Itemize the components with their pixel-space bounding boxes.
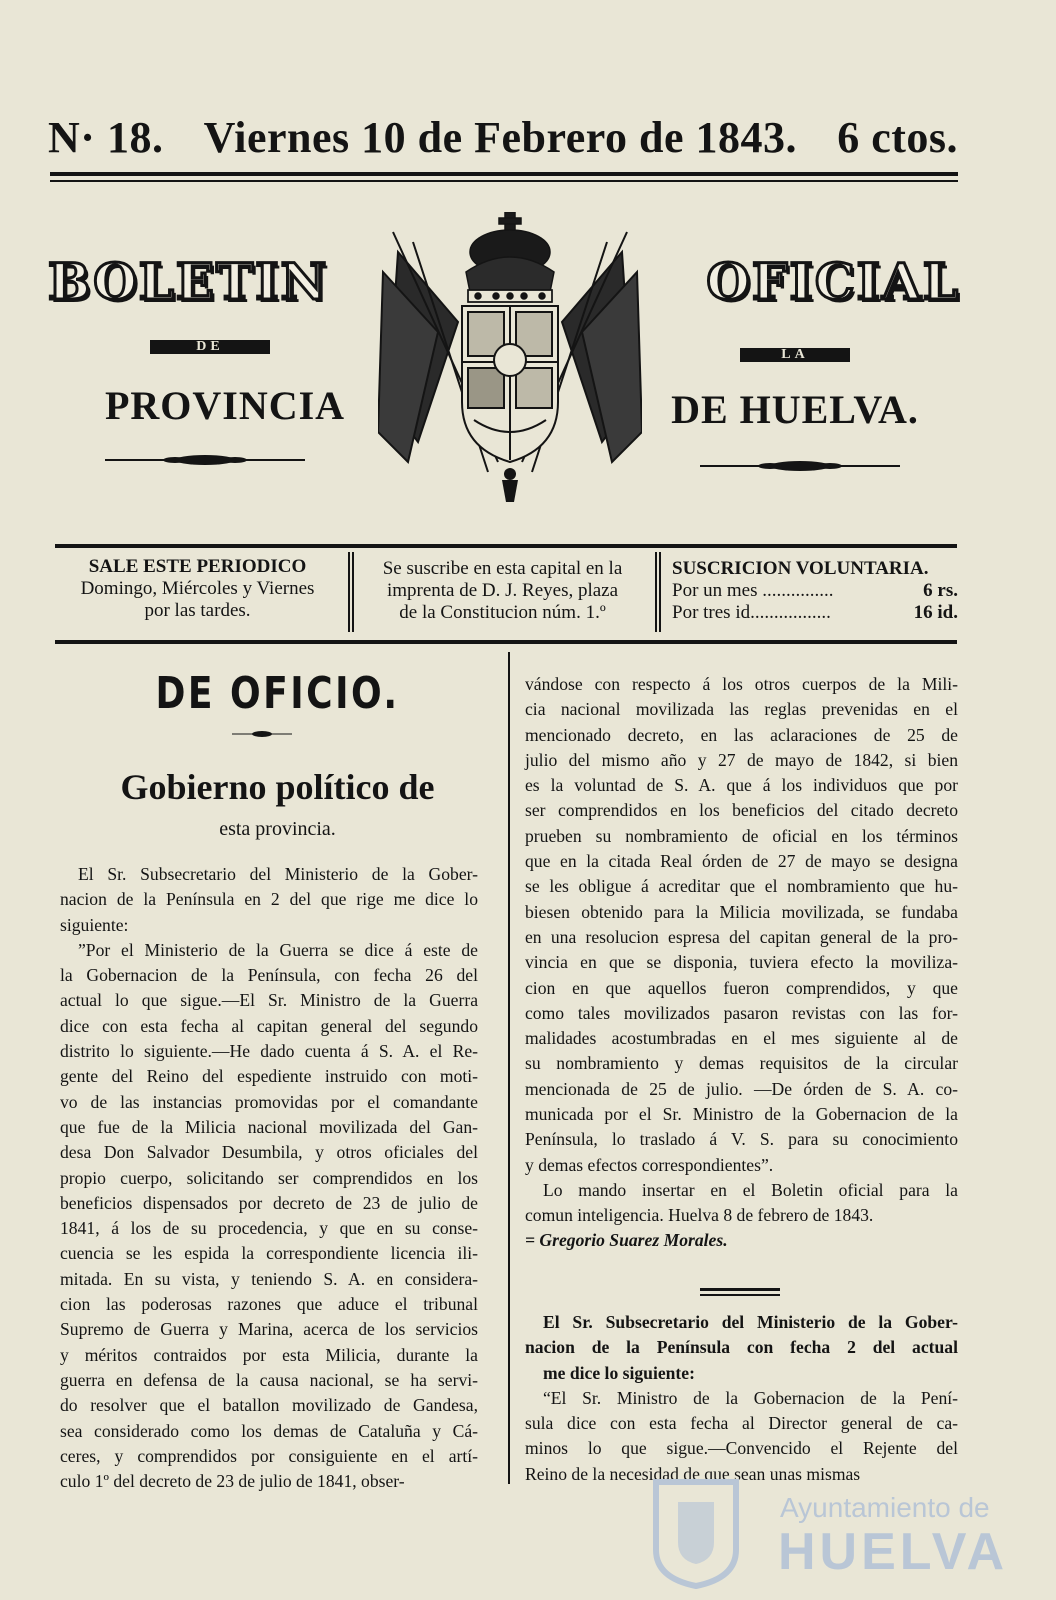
text-line: dice con esta fecha al capitan general del segundo xyxy=(60,1015,478,1036)
text-line: mitada. En su vista, y teniendo S. A. en considera- xyxy=(60,1268,478,1289)
text-line: y méritos contraidos por esta Milicia, durante la xyxy=(60,1344,478,1365)
info-rate-value: 6 rs. xyxy=(923,580,958,601)
info-rate-row-month xyxy=(672,580,958,602)
masthead-right-word: OFICIAL xyxy=(706,252,960,311)
right-column-text xyxy=(525,672,958,1229)
text-line: beneficios dispensados por decreto de 23 de julio de xyxy=(60,1192,478,1213)
ornament-right-icon xyxy=(700,458,900,474)
issue-date: Viernes 10 de Febrero de 1843. xyxy=(203,112,798,162)
ornament-left-icon xyxy=(105,452,305,468)
info-divider-2b xyxy=(659,552,661,632)
header-rule-thin xyxy=(50,180,958,182)
text-line: vincia en que se disponia, tuviera efecto la moviliza- xyxy=(525,952,958,973)
text-line: 1841, á los de su procedencia, y que en su conse- xyxy=(60,1218,478,1239)
text-line: nacion de la Península con fecha 2 del actual xyxy=(525,1337,958,1358)
info-voluntary-title: SUSCRICION VOLUNTARIA. xyxy=(672,558,929,579)
text-line: culo 1º del decreto de 23 de julio de 1841, obser- xyxy=(60,1471,405,1492)
text-line: El Sr. Subsecretario del Ministerio de la Gober- xyxy=(78,864,478,884)
text-line: ceres, y comprendidos por consiguiente en el artí- xyxy=(60,1445,478,1466)
text-line: se les obligue á acreditar que el nombramiento que hu- xyxy=(525,876,958,897)
royal-coat-of-arms-icon xyxy=(378,212,642,504)
text-line: mencionada de 25 de julio. —De órden de S. A. co- xyxy=(525,1078,958,1099)
text-line: do resolver que el batallon movilizado de Gandesa, xyxy=(60,1395,478,1416)
text-line: mencionado decreto, en las aclaraciones de 25 de xyxy=(525,724,958,745)
signature xyxy=(525,1228,958,1253)
text-line: vándose con respecto á los otros cuerpos de la Mili- xyxy=(525,674,958,694)
left-column-text xyxy=(60,862,478,1494)
text-line: cia nacional movilizada las reglas prevenidas en el xyxy=(525,699,958,720)
signature-text: = Gregorio Suarez Morales. xyxy=(525,1230,728,1250)
masthead-small-left: DE xyxy=(150,340,270,354)
info-publication-time: por las tardes. xyxy=(144,600,251,621)
issue-header xyxy=(48,112,958,162)
masthead-provincia: PROVINCIA xyxy=(104,383,346,428)
info-place-line3: de la Constitucion núm. 1.º xyxy=(399,602,606,623)
info-place-line2: imprenta de D. J. Reyes, plaza xyxy=(386,580,619,601)
text-line: como tales movilizados pasaron revistas con las for- xyxy=(525,1002,958,1023)
text-line: guerra en defensa de la causa nacional, se ha servi- xyxy=(60,1369,478,1390)
info-rate-row-three xyxy=(672,602,958,624)
info-subscription-place xyxy=(360,558,645,624)
text-line: y demas efectos correspondientes”. xyxy=(525,1154,774,1175)
text-line: Supremo de Guerra y Marina, acerca de los servicios xyxy=(60,1319,478,1340)
info-publication-days: Domingo, Miércoles y Viernes xyxy=(80,578,315,599)
text-line: malidades acostumbradas en el mes siguiente al de xyxy=(525,1028,958,1049)
info-rate-label: Por tres id................. xyxy=(672,602,831,623)
issue-number: N· 18. xyxy=(48,112,164,162)
info-divider-1 xyxy=(348,552,350,632)
text-line: julio del mismo año y 27 de mayo de 1842, si bien xyxy=(525,749,958,770)
text-line: Lo mando insertar en el Boletin oficial para la xyxy=(543,1179,958,1200)
separator-thin xyxy=(700,1294,780,1296)
text-line: que en la citada Real órden de 27 de mayo se designa xyxy=(525,851,958,872)
info-rule-top xyxy=(55,544,957,548)
text-line: me dice lo siguiente: xyxy=(543,1362,695,1383)
masthead-left-word: BOLETIN xyxy=(48,252,329,311)
text-line: propio cuerpo, solicitando ser comprendidos en los xyxy=(60,1167,478,1188)
text-line: prueben su nombramiento de oficial en los términos xyxy=(525,825,958,846)
info-publication xyxy=(55,556,340,622)
text-line: gente del Reino del espediente instruido con moti- xyxy=(60,1066,478,1087)
section-title: DE OFICIO. xyxy=(155,668,400,719)
text-line: El Sr. Subsecretario del Ministerio de la Gober- xyxy=(543,1312,958,1332)
info-divider-1b xyxy=(352,552,354,632)
text-line: cion en que aquellos fueron comprendidos, y que xyxy=(525,977,958,998)
masthead-huelva: DE HUELVA. xyxy=(671,387,919,432)
text-line: distrito lo siguiente.—He dado cuenta á S. A. el Re- xyxy=(60,1041,478,1062)
text-line: la Gobernacion de la Península, con fecha 26 del xyxy=(60,965,478,986)
info-rate-label: Por un mes ............... xyxy=(672,580,834,601)
text-line: sea considerado como los demas de Cataluña y Cá- xyxy=(60,1420,478,1441)
text-line: que fue de la Milicia nacional movilizada del Gan- xyxy=(60,1116,478,1137)
text-line: comun inteligencia. Huelva 8 de febrero de 1843. xyxy=(525,1205,874,1226)
separator-thick xyxy=(700,1288,780,1291)
small-ornament-icon xyxy=(232,730,292,738)
text-line: minos lo que sigue.—Convencido el Rejente del xyxy=(525,1438,958,1459)
text-line: siguiente: xyxy=(60,914,129,935)
info-voluntary-subscription xyxy=(672,558,958,624)
text-line: es la voluntad de S. A. que á los individuos que por xyxy=(525,775,958,796)
text-line: vo de las instancias promovidas por el comandante xyxy=(60,1091,478,1112)
info-rule-bottom xyxy=(55,640,957,644)
text-line: municada por el Sr. Ministro de la Gobernacion de la xyxy=(525,1104,958,1125)
text-line: actual lo que sigue.—El Sr. Ministro de la Guerra xyxy=(60,990,478,1011)
text-line: en una resolucion espresa del capitan general de la pro- xyxy=(525,926,958,947)
watermark-line1: Ayuntamiento de xyxy=(780,1492,990,1523)
masthead-small-right: LA xyxy=(740,348,850,362)
column-divider xyxy=(508,652,510,1484)
text-line: cion las poderosas razones que aduce el tribunal xyxy=(60,1294,478,1315)
article-title: Gobierno político de xyxy=(120,767,435,807)
issue-price: 6 ctos. xyxy=(837,112,958,162)
header-rule-thick xyxy=(50,172,958,176)
right-column-text-2 xyxy=(525,1310,958,1487)
text-line: su nombramiento y demas requisitos de la circular xyxy=(525,1053,958,1074)
text-line: biesen obtenido para la Milicia movilizada, se fundaba xyxy=(525,901,958,922)
info-divider-2 xyxy=(655,552,657,632)
section-de-oficio xyxy=(60,668,495,719)
text-line: desa Don Salvador Desumbila, y otros oficiales del xyxy=(60,1142,478,1163)
text-line: Reino de la necesidad de que sean unas mismas xyxy=(525,1463,861,1484)
article-subtitle: esta provincia. xyxy=(219,818,336,840)
text-line: “El Sr. Ministro de la Gobernacion de la Pení- xyxy=(543,1387,958,1408)
text-line: ”Por el Ministerio de la Guerra se dice á este de xyxy=(78,939,478,960)
text-line: ser comprendidos en los beneficios del citado decreto xyxy=(525,800,958,821)
text-line: nacion de la Península en 2 del que rige me dice lo xyxy=(60,889,478,910)
text-line: cuencia se les espida la correspondiente licencia ili- xyxy=(60,1243,478,1264)
text-line: sula dice con esta fecha al Director general de ca- xyxy=(525,1413,958,1434)
info-place-line1: Se suscribe en esta capital en la xyxy=(382,558,623,579)
text-line: Península, lo traslado á V. S. para su conocimiento xyxy=(525,1129,958,1150)
info-rate-value: 16 id. xyxy=(913,602,958,623)
info-publication-title: SALE ESTE PERIODICO xyxy=(88,556,307,577)
watermark-line2: HUELVA xyxy=(778,1523,1009,1581)
huelva-crest-icon xyxy=(648,1478,744,1590)
